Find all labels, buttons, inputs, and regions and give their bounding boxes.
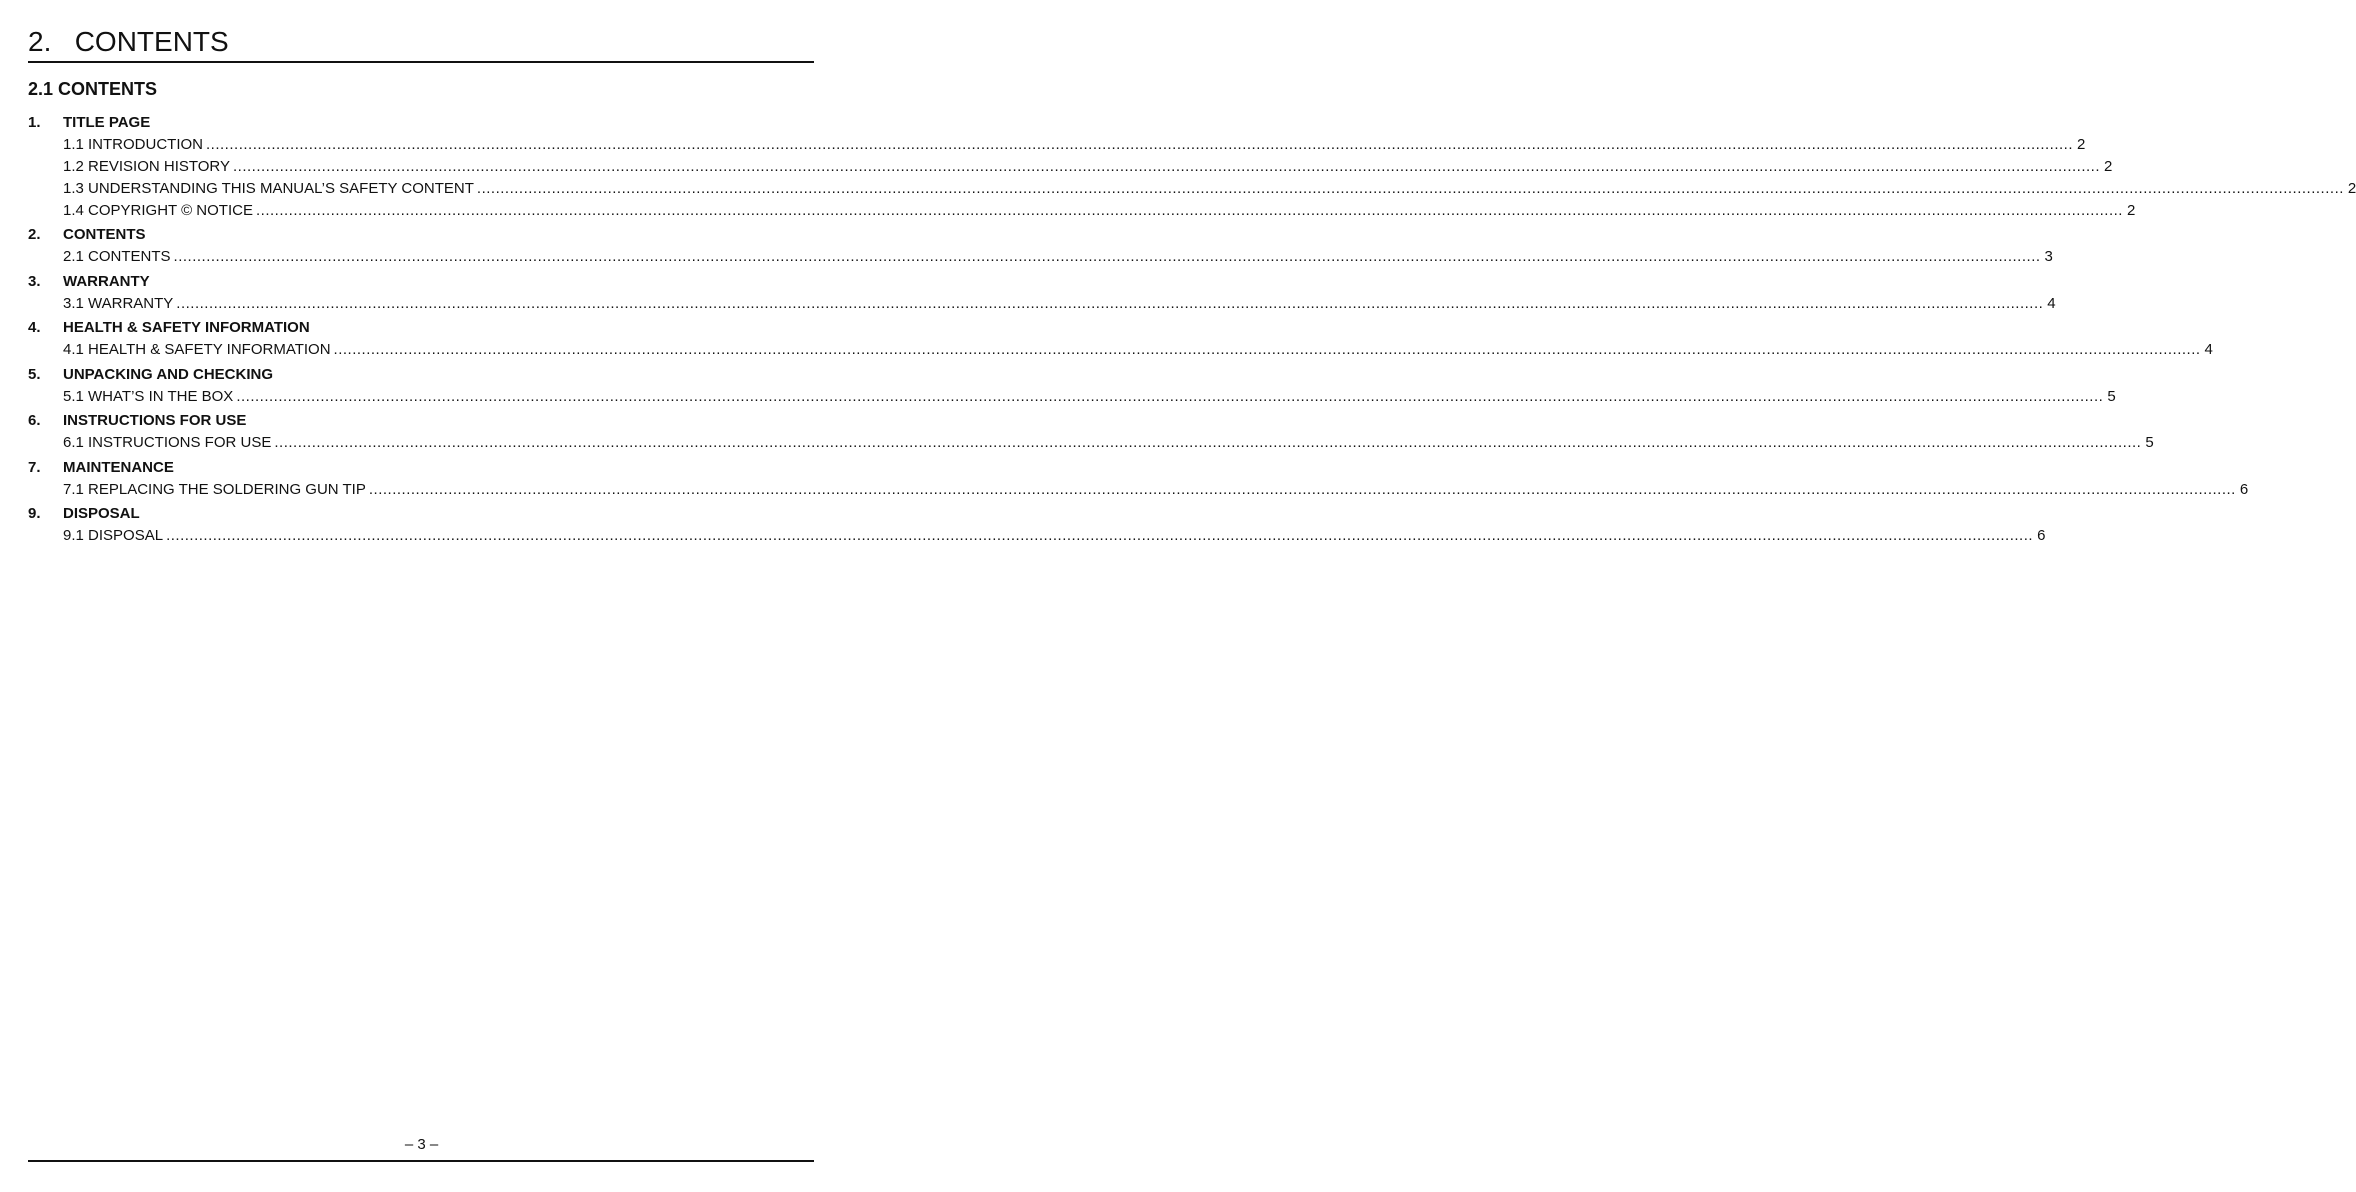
toc-entry-page: 5 xyxy=(2107,387,2116,405)
page-number: – 3 – xyxy=(404,1136,439,1153)
toc-entry[interactable] xyxy=(28,246,2053,268)
toc-entry-label: 4.1 HEALTH & SAFETY INFORMATION xyxy=(63,341,331,358)
toc-entry-page: 5 xyxy=(2145,434,2154,451)
toc-chapter-number: 5. xyxy=(28,365,41,383)
toc-entry[interactable] xyxy=(28,292,2056,314)
toc-chapter-title: TITLE PAGE xyxy=(63,113,151,131)
toc-chapter-number: 4. xyxy=(28,319,41,336)
toc-entry-page: 3 xyxy=(2044,248,2053,265)
toc-entry[interactable] xyxy=(28,525,2046,547)
toc-chapter-title: INSTRUCTIONS FOR USE xyxy=(63,412,247,429)
toc-entry[interactable] xyxy=(28,385,2116,407)
toc-entry-label: 2.1 CONTENTS xyxy=(63,248,171,265)
toc-entry-label: 1.2 REVISION HISTORY xyxy=(63,157,230,175)
toc-chapter-number: 6. xyxy=(28,412,41,429)
toc-entry-label: 7.1 REPLACING THE SOLDERING GUN TIP xyxy=(63,480,366,498)
toc-chapter-number: 9. xyxy=(28,505,41,522)
toc-chapter xyxy=(28,363,814,385)
dot-leader: ................................................................................................................................................................................................................................................................................................................................................................................................................ xyxy=(206,135,2074,153)
toc-chapter xyxy=(28,270,814,292)
toc-entry-page: 4 xyxy=(2204,341,2213,358)
toc-chapter xyxy=(28,410,814,432)
footer-divider xyxy=(28,1160,814,1162)
toc-entry-page: 2 xyxy=(2126,201,2136,219)
toc-entry-label: 6.1 INSTRUCTIONS FOR USE xyxy=(63,434,272,451)
toc-entry-label: 1.4 COPYRIGHT © NOTICE xyxy=(63,201,253,219)
toc-chapter-number: 3. xyxy=(28,272,41,290)
toc-entry-page: 6 xyxy=(2239,480,2249,498)
page-title: 2. CONTENTS xyxy=(28,26,229,57)
toc-entry-page: 4 xyxy=(2047,294,2056,312)
toc-chapter xyxy=(28,456,814,478)
toc-chapter-title: HEALTH & SAFETY INFORMATION xyxy=(63,319,310,336)
toc-entry-page: 2 xyxy=(2104,157,2113,175)
toc-entry[interactable] xyxy=(28,339,2213,361)
dot-leader: ................................................................................................................................................................................................................................................................................................................................................................................................................ xyxy=(176,294,2044,312)
dot-leader: ................................................................................................................................................................................................................................................................................................................................................................................................................ xyxy=(476,179,2344,197)
toc-chapter xyxy=(28,317,814,339)
dot-leader: ................................................................................................................................................................................................................................................................................................................................................................................................................ xyxy=(368,480,2236,498)
toc-entry[interactable] xyxy=(28,199,2136,221)
dot-leader: ................................................................................................................................................................................................................................................................................................................................................................................................................ xyxy=(274,434,2142,451)
toc-chapter-title: CONTENTS xyxy=(63,226,146,243)
toc-entry-label: 1.3 UNDERSTANDING THIS MANUAL’S SAFETY CONTENT xyxy=(63,179,474,197)
dot-leader: ................................................................................................................................................................................................................................................................................................................................................................................................................ xyxy=(166,527,2034,544)
toc-entry-label: 9.1 DISPOSAL xyxy=(63,527,164,544)
toc-chapter-title: DISPOSAL xyxy=(63,505,140,522)
toc-chapter-number: 1. xyxy=(28,113,41,131)
toc-entry[interactable] xyxy=(28,177,2356,199)
toc-entry-label: 1.1 INTRODUCTION xyxy=(63,135,204,153)
toc-chapter-title: MAINTENANCE xyxy=(63,458,174,476)
toc-entry[interactable] xyxy=(28,432,2154,454)
toc-entry[interactable] xyxy=(28,155,2113,177)
dot-leader: ................................................................................................................................................................................................................................................................................................................................................................................................................ xyxy=(255,201,2123,219)
dot-leader: ................................................................................................................................................................................................................................................................................................................................................................................................................ xyxy=(236,387,2104,405)
dot-leader: ................................................................................................................................................................................................................................................................................................................................................................................................................ xyxy=(173,248,2041,265)
title-divider xyxy=(28,61,814,63)
toc-entry-page: 2 xyxy=(2077,135,2086,153)
toc-chapter-number: 2. xyxy=(28,226,41,243)
toc-chapter-title: UNPACKING AND CHECKING xyxy=(63,365,273,383)
toc-entry-label: 5.1 WHAT’S IN THE BOX xyxy=(63,387,234,405)
toc-chapter xyxy=(28,111,814,133)
toc-entry-page: 6 xyxy=(2037,527,2046,544)
toc-entry-page: 2 xyxy=(2347,179,2356,197)
toc-chapter-title: WARRANTY xyxy=(63,272,150,290)
toc-chapter xyxy=(28,503,814,525)
table-of-contents xyxy=(28,111,2356,547)
toc-chapter-number: 7. xyxy=(28,458,41,476)
dot-leader: ................................................................................................................................................................................................................................................................................................................................................................................................................ xyxy=(333,341,2201,358)
section-heading: 2.1 CONTENTS xyxy=(28,79,158,99)
dot-leader: ................................................................................................................................................................................................................................................................................................................................................................................................................ xyxy=(233,157,2100,175)
toc-entry[interactable] xyxy=(28,478,2249,500)
toc-chapter xyxy=(28,224,814,246)
toc-entry[interactable] xyxy=(28,133,2086,155)
toc-entry-label: 3.1 WARRANTY xyxy=(63,294,174,312)
